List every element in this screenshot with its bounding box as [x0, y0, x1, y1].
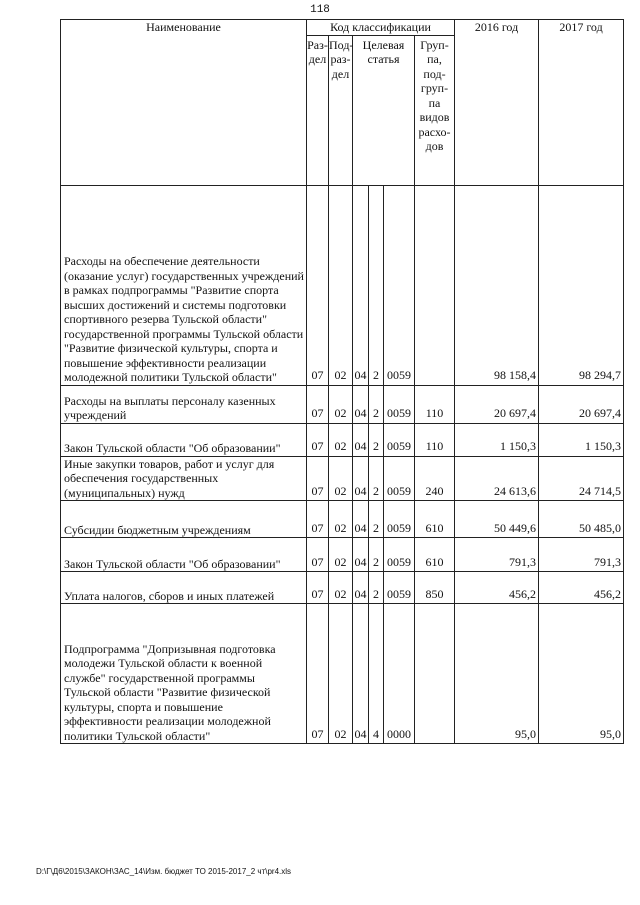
header-classification: Код классификации [307, 20, 455, 36]
row-razdel: 07 [307, 185, 329, 385]
row-amount-2017: 456,2 [539, 572, 624, 604]
row-podrazdel: 02 [329, 456, 353, 501]
row-target-program: 04 [353, 501, 369, 538]
file-path-footer: D:\Г\Д6\2015\ЗАКОН\ЗАС_14\Изм. бюджет ТО 2015-2017_2 чт\pr4.xls [36, 867, 292, 876]
header-group: Груп- па, под- груп- па видов расхо- дов [415, 35, 455, 185]
row-target-program: 04 [353, 385, 369, 423]
row-group: 610 [415, 501, 455, 538]
header-2017: 2017 год [539, 20, 624, 186]
row-group: 110 [415, 423, 455, 456]
row-name: Расходы на обеспечение деятельности (оказание услуг) государственных учреждений в рамках подпрограммы "Развитие спорта высших достижений и системы подготовки спортивного резерва Тульской области" государственной программы Тульской области "Развитие физической культуры, спорта и повышение эффективности реализации молодежной политики Тульской области" [61, 185, 307, 385]
row-amount-2017: 95,0 [539, 604, 624, 744]
table-row [61, 538, 624, 572]
header-podrazdel: Под- раз- дел [329, 35, 353, 185]
row-target-program: 04 [353, 538, 369, 572]
row-group: 110 [415, 385, 455, 423]
header-name: Наименование [61, 20, 307, 186]
table-row [61, 185, 624, 385]
header-target: Целевая статья [353, 35, 415, 185]
row-target-direction: 0059 [384, 423, 415, 456]
row-podrazdel: 02 [329, 501, 353, 538]
header-razdel: Раз- дел [307, 35, 329, 185]
row-razdel: 07 [307, 456, 329, 501]
row-razdel: 07 [307, 572, 329, 604]
row-target-subprogram: 2 [369, 385, 384, 423]
row-podrazdel: 02 [329, 423, 353, 456]
row-group: 610 [415, 538, 455, 572]
row-target-program: 04 [353, 185, 369, 385]
row-target-direction: 0059 [384, 385, 415, 423]
row-name: Расходы на выплаты персоналу казенных учреждений [61, 385, 307, 423]
row-amount-2016: 24 613,6 [455, 456, 539, 501]
row-target-subprogram: 4 [369, 604, 384, 744]
row-amount-2016: 98 158,4 [455, 185, 539, 385]
row-amount-2016: 791,3 [455, 538, 539, 572]
row-razdel: 07 [307, 538, 329, 572]
row-amount-2016: 95,0 [455, 604, 539, 744]
row-amount-2016: 1 150,3 [455, 423, 539, 456]
row-target-subprogram: 2 [369, 456, 384, 501]
row-group: 850 [415, 572, 455, 604]
row-amount-2017: 1 150,3 [539, 423, 624, 456]
page-number: 118 [310, 4, 330, 16]
row-podrazdel: 02 [329, 572, 353, 604]
row-amount-2016: 50 449,6 [455, 501, 539, 538]
table-row [61, 423, 624, 456]
row-name: Закон Тульской области "Об образовании" [61, 423, 307, 456]
row-razdel: 07 [307, 501, 329, 538]
table-row [61, 572, 624, 604]
row-target-subprogram: 2 [369, 185, 384, 385]
row-amount-2017: 20 697,4 [539, 385, 624, 423]
row-podrazdel: 02 [329, 604, 353, 744]
row-podrazdel: 02 [329, 385, 353, 423]
row-target-program: 04 [353, 423, 369, 456]
row-name: Закон Тульской области "Об образовании" [61, 538, 307, 572]
row-target-direction: 0059 [384, 501, 415, 538]
row-razdel: 07 [307, 604, 329, 744]
row-target-program: 04 [353, 456, 369, 501]
row-name: Уплата налогов, сборов и иных платежей [61, 572, 307, 604]
row-target-direction: 0059 [384, 572, 415, 604]
row-razdel: 07 [307, 423, 329, 456]
row-target-direction: 0059 [384, 185, 415, 385]
table-row [61, 456, 624, 501]
row-podrazdel: 02 [329, 538, 353, 572]
row-amount-2016: 456,2 [455, 572, 539, 604]
row-amount-2017: 24 714,5 [539, 456, 624, 501]
row-name: Иные закупки товаров, работ и услуг для обеспечения государственных (муниципальных) нужд [61, 456, 307, 501]
row-target-subprogram: 2 [369, 501, 384, 538]
row-target-direction: 0000 [384, 604, 415, 744]
row-amount-2017: 791,3 [539, 538, 624, 572]
row-amount-2017: 50 485,0 [539, 501, 624, 538]
row-target-subprogram: 2 [369, 538, 384, 572]
row-target-subprogram: 2 [369, 423, 384, 456]
row-group [415, 185, 455, 385]
table-row [61, 604, 624, 744]
row-podrazdel: 02 [329, 185, 353, 385]
row-name: Субсидии бюджетным учреждениям [61, 501, 307, 538]
row-amount-2017: 98 294,7 [539, 185, 624, 385]
row-name: Подпрограмма "Допризывная подготовка молодежи Тульской области к военной службе" государственной программы Тульской области "Развитие физической культуры, спорта и повышение эффективности реализации молодежной политики Тульской области" [61, 604, 307, 744]
table-row [61, 501, 624, 538]
row-target-program: 04 [353, 572, 369, 604]
row-target-program: 04 [353, 604, 369, 744]
header-2016: 2016 год [455, 20, 539, 186]
row-target-direction: 0059 [384, 456, 415, 501]
row-group [415, 604, 455, 744]
row-target-direction: 0059 [384, 538, 415, 572]
row-target-subprogram: 2 [369, 572, 384, 604]
table-row [61, 385, 624, 423]
budget-table [60, 19, 624, 744]
row-amount-2016: 20 697,4 [455, 385, 539, 423]
row-group: 240 [415, 456, 455, 501]
row-razdel: 07 [307, 385, 329, 423]
